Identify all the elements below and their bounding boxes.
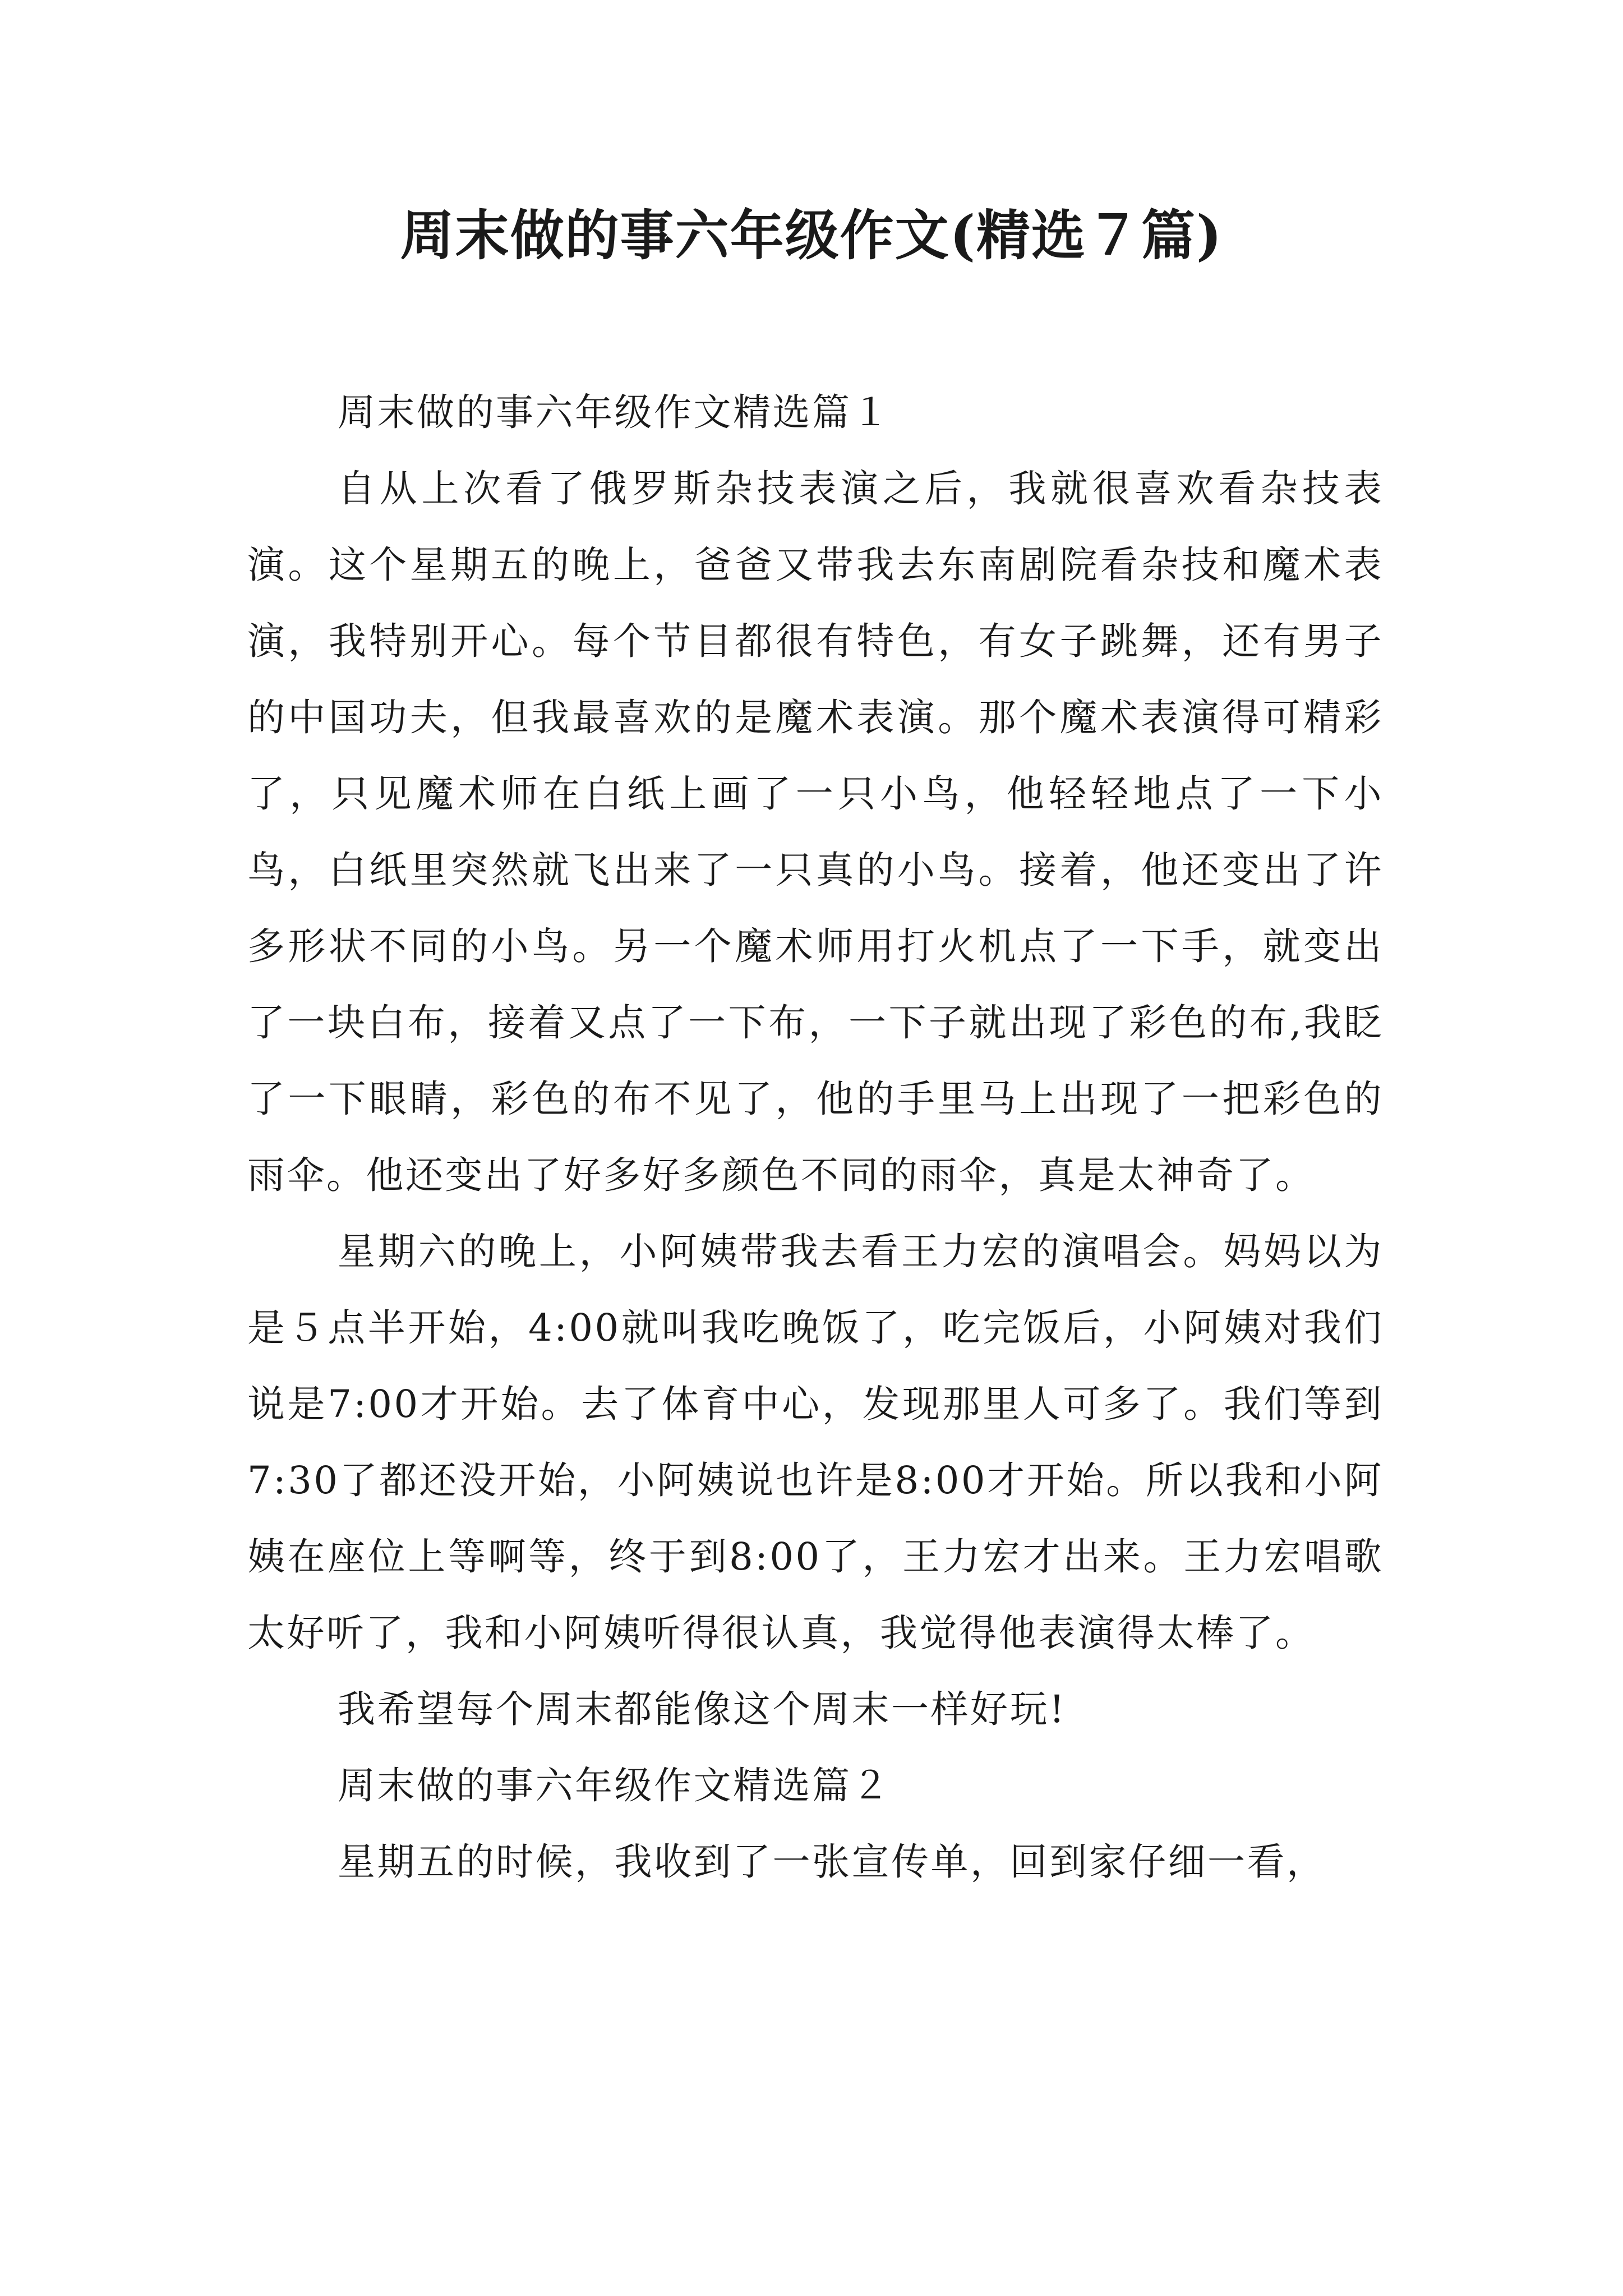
section-1-heading: 周末做的事六年级作文精选篇１: [338, 390, 891, 434]
section-1-paragraph-3: 我希望每个周末都能像这个周末一样好玩!: [338, 1687, 1067, 1731]
section-1-paragraph-2: 星期六的晚上，小阿姨带我去看王力宏的演唱会。妈妈以为是５点半开始，4:00就叫我吃晚饭了，吃完饭后，小阿姨对我们说是7:00才开始。去了体育中心，发现那里人可多了。我们等到7:30了都还没开始，小阿姨说也许是8:00才开始。所以我和小阿姨在座位上等啊等，终于到8:00了，王力宏才出来。王力宏唱歌太好听了，我和小阿姨听得很认真，我觉得他表演得太棒了。: [247, 1230, 1384, 1655]
document-body: [247, 374, 1384, 1900]
section-2-heading: 周末做的事六年级作文精选篇２: [338, 1764, 891, 1807]
document-title: 周末做的事六年级作文(精选７篇): [400, 204, 1223, 267]
section-1-paragraph-1: 自从上次看了俄罗斯杂技表演之后，我就很喜欢看杂技表演。这个星期五的晚上，爸爸又带我去东南剧院看杂技和魔术表演，我特别开心。每个节目都很有特色，有女子跳舞，还有男子的中国功夫，但我最喜欢的是魔术表演。那个魔术表演得可精彩了，只见魔术师在白纸上画了一只小鸟，他轻轻地点了一下小鸟，白纸里突然就飞出来了一只真的小鸟。接着，他还变出了许多形状不同的小鸟。另一个魔术师用打火机点了一下手，就变出了一块白布，接着又点了一下布，一下子就出现了彩色的布,我眨了一下眼睛，彩色的布不见了，他的手里马上出现了一把彩色的雨伞。他还变出了好多好多颜色不同的雨伞，真是太神奇了。: [247, 467, 1384, 1197]
section-2-paragraph-1: 星期五的时候，我收到了一张宣传单，回到家仔细一看，: [338, 1840, 1326, 1884]
